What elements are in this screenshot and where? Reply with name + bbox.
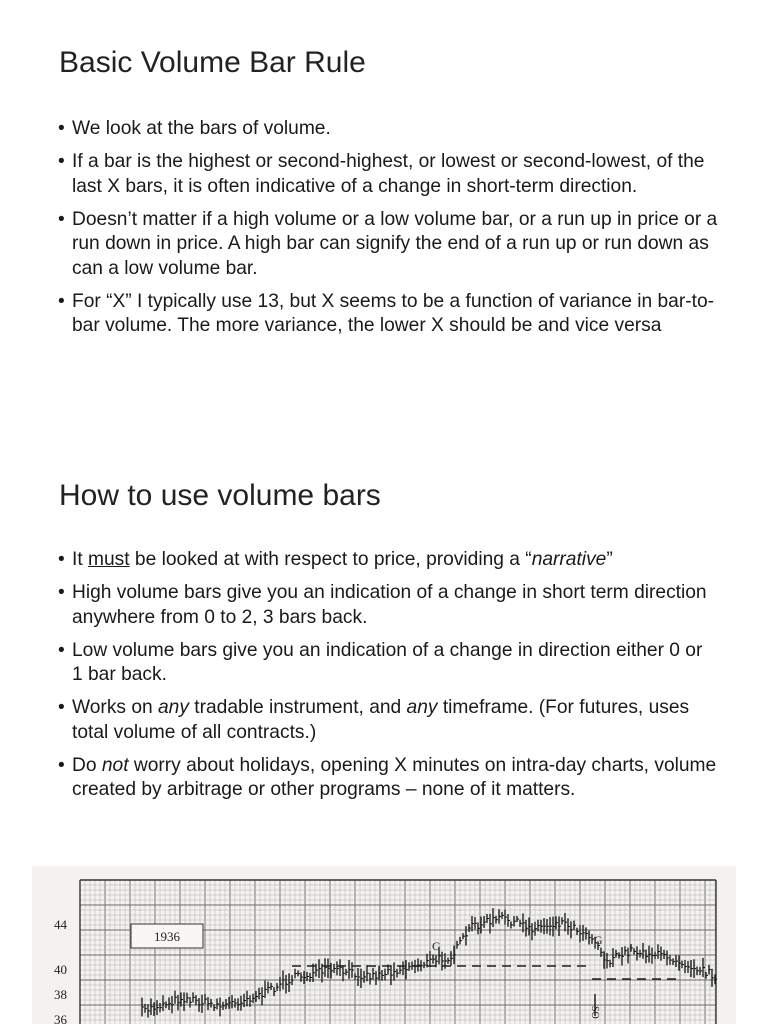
bullet-item: • Do not worry about holidays, opening X minutes on intra-day charts, volume created by arbitrage or other programs – none of it matters. bbox=[58, 754, 718, 803]
bullet-item: • We look at the bars of volume. bbox=[58, 117, 718, 142]
bullet-list bbox=[58, 548, 718, 811]
gap-mark: G bbox=[594, 933, 603, 947]
y-tick-label: 36 bbox=[54, 1012, 67, 1024]
y-tick-label: 44 bbox=[54, 917, 67, 932]
y-tick-label: 40 bbox=[54, 962, 67, 977]
bullet-item: • It must be looked at with respect to price, providing a “narrative” bbox=[58, 548, 718, 573]
bullet-item: • Works on any tradable instrument, and any timeframe. (For futures, uses total volume of all contracts.) bbox=[58, 696, 718, 745]
slide-title: Basic Volume Bar Rule bbox=[59, 46, 366, 79]
bullet-list bbox=[58, 117, 718, 347]
y-tick-label: 38 bbox=[54, 987, 67, 1002]
chart-graphic bbox=[32, 866, 736, 1024]
bullet-item: • For “X” I typically use 13, but X seems to be a function of variance in bar-to-bar volume. The more variance, the lower X should be and vice versa bbox=[58, 290, 718, 339]
bullet-item: • Low volume bars give you an indication of a change in direction either 0 or 1 bar back. bbox=[58, 639, 718, 688]
slide-title: How to use volume bars bbox=[59, 479, 381, 512]
bullet-item: • High volume bars give you an indication of a change in short term direction anywhere from 0 to 2, 3 bars back. bbox=[58, 581, 718, 630]
bullet-item: • If a bar is the highest or second-highest, or lowest or second-lowest, of the last X bars, it is often indicative of a change in short-term direction. bbox=[58, 150, 718, 199]
bullet-item: • Doesn’t matter if a high volume or a low volume bar, or a run up in price or a run down in price. A high bar can signify the end of a run up or run down as can a low volume bar. bbox=[58, 208, 718, 282]
gap-mark: G bbox=[432, 939, 441, 953]
vertical-label: SO bbox=[589, 1006, 600, 1019]
scanned-price-chart bbox=[32, 866, 736, 1024]
year-label: 1936 bbox=[154, 929, 180, 944]
